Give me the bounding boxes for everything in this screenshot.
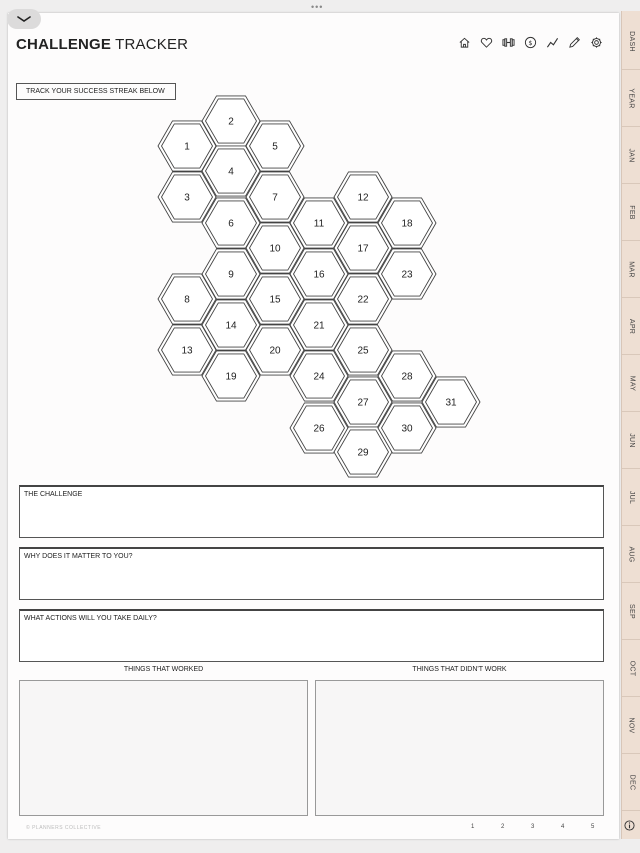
streak-label: TRACK YOUR SUCCESS STREAK BELOW — [16, 83, 176, 100]
why-box[interactable] — [19, 547, 604, 600]
tab-label: NOV — [627, 716, 635, 734]
toolbar — [457, 35, 603, 49]
tab-apr[interactable] — [622, 298, 640, 355]
tab-jul[interactable] — [622, 469, 640, 526]
tab-label: APR — [627, 318, 635, 334]
worked-box[interactable] — [19, 680, 308, 816]
brand-footer: © PLANNERS COLLECTIVE — [26, 825, 102, 831]
hex-day-label: 18 — [401, 218, 413, 230]
title-light: TRACKER — [115, 36, 189, 53]
tab-label: JUN — [627, 432, 635, 448]
challenge-label: THE CHALLENGE — [24, 491, 83, 498]
hex-day-label: 4 — [228, 166, 234, 178]
tab-label: MAR — [628, 260, 635, 278]
hex-day-label: 22 — [357, 294, 369, 306]
worked-title: THINGS THAT WORKED — [123, 666, 204, 673]
hex-day-label: 5 — [272, 141, 278, 153]
dollar-icon[interactable] — [523, 35, 537, 49]
hex-day-label: 13 — [181, 345, 193, 357]
tab-label: SEP — [627, 603, 635, 619]
tab-label: YEAR — [628, 87, 636, 109]
page-title — [16, 36, 188, 53]
actions-box[interactable] — [19, 609, 604, 662]
hex-day-label: 29 — [357, 447, 369, 459]
dumbbell-icon[interactable] — [501, 35, 515, 49]
hex-day-label: 15 — [269, 294, 281, 306]
hex-day-label: 3 — [184, 192, 190, 204]
tab-label: MAY — [628, 375, 635, 391]
hex-day-label: 10 — [269, 243, 281, 255]
trend-icon[interactable] — [545, 35, 559, 49]
month-sidebar — [621, 11, 640, 839]
gear-icon[interactable] — [589, 35, 603, 49]
window-handle[interactable]: ••• — [311, 2, 324, 12]
tab-year[interactable] — [622, 70, 640, 127]
hex-day-label: 16 — [313, 269, 325, 281]
hex-day-label: 8 — [184, 294, 190, 306]
hex-day-label: 27 — [357, 397, 369, 409]
hex-day-label: 12 — [357, 192, 369, 204]
tab-label: JUL — [627, 490, 635, 504]
hex-day-label: 19 — [225, 371, 237, 383]
chevron-down-icon — [17, 15, 31, 23]
challenge-box[interactable] — [19, 485, 604, 538]
hex-day-label: 9 — [228, 269, 234, 281]
hex-day-label: 31 — [445, 397, 457, 409]
tab-nov[interactable] — [622, 697, 640, 754]
tab-oct[interactable] — [622, 640, 640, 697]
hex-day-label: 2 — [228, 116, 234, 128]
why-label: WHY DOES IT MATTER TO YOU? — [24, 553, 133, 560]
tab-label: OCT — [628, 660, 635, 676]
home-icon[interactable] — [457, 35, 471, 49]
tab-may[interactable] — [622, 355, 640, 412]
hex-day-label: 25 — [357, 345, 369, 357]
tab-label: FEB — [627, 204, 635, 220]
pencil-icon[interactable] — [567, 35, 581, 49]
hex-day-label: 6 — [228, 218, 234, 230]
tab-sep[interactable] — [622, 583, 640, 640]
tab-label: AUG — [627, 545, 635, 563]
tab-jun[interactable] — [622, 412, 640, 469]
tab-mar[interactable] — [622, 241, 640, 298]
title-bold: CHALLENGE — [16, 36, 112, 53]
tab-label: DEC — [628, 774, 635, 790]
hex-day-label: 24 — [313, 371, 325, 383]
page-link-1[interactable]: 1 — [471, 824, 475, 830]
hex-day-label: 28 — [401, 371, 413, 383]
tab-dec[interactable] — [622, 754, 640, 811]
didnt-work-box[interactable] — [315, 680, 604, 816]
page-link-2[interactable]: 2 — [501, 824, 505, 830]
page-link-5[interactable]: 5 — [591, 824, 595, 830]
tab-label: JAN — [628, 147, 635, 163]
hex-day-label: 17 — [357, 243, 369, 255]
hex-day-label: 11 — [313, 218, 325, 230]
didnt-work-title: THINGS THAT DIDN'T WORK — [412, 666, 507, 673]
svg-text:$: $ — [527, 38, 533, 47]
page-link-3[interactable]: 3 — [531, 824, 535, 830]
page-link-4[interactable]: 4 — [561, 824, 565, 830]
info-icon[interactable] — [624, 820, 635, 831]
tab-aug[interactable] — [622, 526, 640, 583]
actions-label: WHAT ACTIONS WILL YOU TAKE DAILY? — [24, 615, 157, 622]
tab-jan[interactable] — [622, 127, 640, 184]
collapse-button[interactable] — [7, 9, 41, 29]
tab-feb[interactable] — [622, 184, 640, 241]
hex-day-label: 20 — [269, 345, 281, 357]
hex-day-label: 21 — [313, 320, 325, 332]
hex-day-label: 30 — [401, 423, 413, 435]
hex-day-label: 14 — [225, 320, 237, 332]
hex-day-label: 26 — [313, 423, 325, 435]
hex-day-label: 1 — [184, 141, 190, 153]
hex-day-label: 7 — [272, 192, 278, 204]
tab-label: DASH — [628, 30, 635, 52]
hex-day-label: 23 — [401, 269, 413, 281]
heart-icon[interactable] — [479, 35, 493, 49]
top-bar — [0, 0, 640, 13]
tab-dash[interactable] — [622, 13, 640, 70]
